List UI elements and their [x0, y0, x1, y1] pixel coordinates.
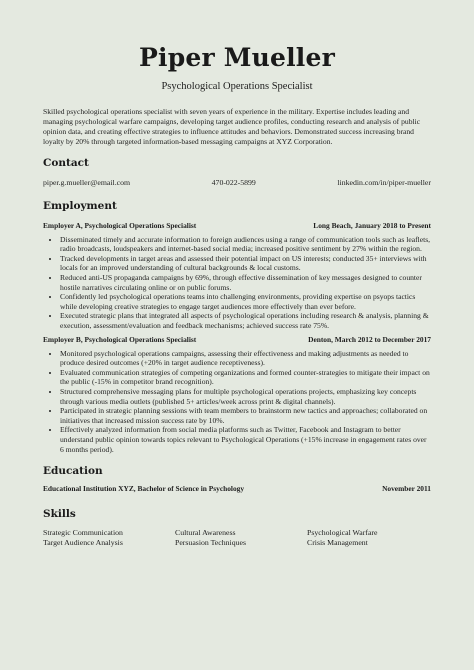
contact-email[interactable]: piper.g.mueller@email.com [43, 177, 131, 187]
contact-heading: Contact [43, 156, 89, 169]
job-location-dates-employer-b: Denton, March 2012 to December 2017 [308, 334, 431, 344]
job-title-employer-a: Employer A, Psychological Operations Specialist [43, 220, 197, 230]
list-item: • Evaluated communication strategies of competing organizations and formed counter-strategies to mitigate their impact on the public (-15% in competitor brand recognition). [60, 368, 431, 387]
employment-heading: Employment [43, 199, 117, 212]
list-item: • Participated in strategic planning sessions with team members to brainstorm new tactics and approaches; collaborated on initiatives that increased mission success rate by 10%. [60, 406, 431, 425]
skill-item: Target Audience Analysis [43, 537, 123, 547]
education-degree: Educational Institution XYZ, Bachelor of Science in Psychology [43, 484, 245, 494]
contact-phone[interactable]: 470-022-5899 [211, 177, 256, 187]
skills-grid [43, 528, 431, 547]
list-item: • Disseminated timely and accurate information to foreign audiences using a range of communication tools such as leaflets, radio broadcasts, loudspeakers and internet-based social media; increased positive sentiment by 27% within the region. [60, 235, 431, 254]
list-item: • Effectively analyzed information from social media platforms such as Twitter, Facebook and Instagram to better understand public opinion towards topics relevant to Psychological Operations (+15% increase in engagement rates over 6 months period). [60, 425, 431, 454]
job-header-employer-a [43, 221, 431, 231]
list-item: • Tracked developments in target areas and assessed their potential impact on US interests; conducted 35+ interviews with locals for an improved understanding of cultural backgrounds & local customs. [60, 254, 431, 273]
summary-paragraph: Skilled psychological operations specialist with seven years of experience in the military. Expertise includes leading and managing psychological warfare campaigns, developing target audience profiles, conducting research and analysis of public opinion data, and creating effective strategies to influence attitudes and behaviors. Demonstrated success increasing brand loyalty by 20% through targeted information-based messaging campaigns at XYZ Corporation. [43, 107, 421, 146]
contact-linkedin[interactable]: linkedin.com/in/piper-mueller [337, 177, 431, 187]
job-header-employer-b [43, 335, 431, 345]
job-bullets-employer-a [43, 235, 431, 331]
education-section [43, 465, 431, 494]
skill-item: Persuasion Techniques [175, 537, 246, 547]
contact-row [43, 178, 431, 188]
employment-section [43, 200, 431, 454]
list-item: • Monitored psychological operations campaigns, assessing their effectiveness and making adjustments as needed to produce desired outcomes (+20% in target audience receptiveness). [60, 349, 431, 368]
list-item: • Structured comprehensive messaging plans for multiple psychological operations projects, emphasizing key concepts through various media outlets (published 5+ articles/week across print & digital channels). [60, 387, 431, 406]
skill-item: Cultural Awareness [175, 528, 236, 538]
list-item: • Reduced anti-US propaganda campaigns by 69%, through effective dissemination of key messages designed to counter hostile narratives circulating online or on public forums. [60, 273, 431, 292]
skill-item: Strategic Communication [43, 528, 123, 538]
skill-item: Crisis Management [307, 537, 368, 547]
skills-section [43, 508, 431, 547]
job-bullets-employer-b [43, 349, 431, 455]
job-location-dates-employer-a: Long Beach, January 2018 to Present [313, 220, 431, 230]
job-title: Psychological Operations Specialist [161, 81, 313, 92]
list-item: • Executed strategic plans that integrated all aspects of psychological operations including research & analysis, planning & execution, assessment/evaluation and feedback mechanisms; achieved success rate 75%. [60, 311, 431, 330]
skill-item: Psychological Warfare [307, 528, 378, 538]
candidate-name: Piper Mueller [139, 43, 335, 72]
skills-heading: Skills [43, 508, 76, 521]
contact-section [43, 157, 431, 188]
education-heading: Education [43, 465, 103, 478]
job-title-employer-b: Employer B, Psychological Operations Specialist [43, 334, 197, 344]
education-date: November 2011 [382, 484, 431, 494]
education-row [43, 484, 431, 494]
list-item: • Confidently led psychological operations teams into challenging environments, providing expertise on psyops tactics while developing creative strategies to engage target audiences more effectively than ever before. [60, 292, 431, 311]
